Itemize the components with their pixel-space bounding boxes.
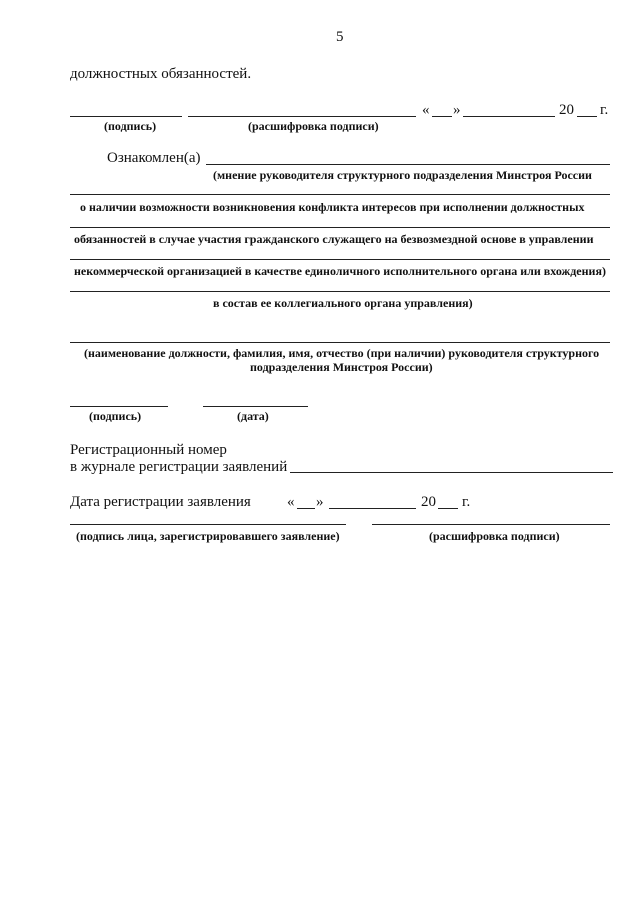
head-date-caption: (дата) bbox=[237, 409, 269, 423]
opinion-caption-line-4: некоммерческой организацией в качестве единоличного исполнительного органа или вхождения) bbox=[74, 264, 606, 278]
opinion-line-2[interactable] bbox=[70, 194, 610, 195]
registration-year-suffix: г. bbox=[462, 494, 471, 510]
decoding-caption: (расшифровка подписи) bbox=[248, 119, 379, 133]
page-number: 5 bbox=[336, 29, 344, 45]
head-signature-line[interactable] bbox=[70, 406, 168, 407]
head-caption-line-1: (наименование должности, фамилия, имя, отчество (при наличии) руководителя структурного bbox=[84, 346, 600, 360]
registration-year-prefix: 20 bbox=[421, 494, 436, 510]
registration-label-line-2: в журнале регистрации заявлений bbox=[70, 459, 288, 475]
opinion-line-3[interactable] bbox=[70, 227, 610, 228]
decoding-line[interactable] bbox=[188, 116, 416, 117]
opinion-line-5[interactable] bbox=[70, 291, 610, 292]
opinion-caption-line-5: в состав ее коллегиального органа управления) bbox=[213, 296, 473, 310]
registration-year-line[interactable] bbox=[438, 508, 458, 509]
registrar-signature-line[interactable] bbox=[70, 524, 346, 525]
registration-number-line[interactable] bbox=[290, 472, 613, 473]
signature-caption: (подпись) bbox=[104, 119, 157, 133]
opinion-line-4[interactable] bbox=[70, 259, 610, 260]
month-line[interactable] bbox=[463, 116, 555, 117]
head-caption-line-2: подразделения Минстроя России) bbox=[250, 360, 433, 374]
head-date-line[interactable] bbox=[203, 406, 308, 407]
registration-date-label: Дата регистрации заявления bbox=[70, 494, 251, 510]
registration-month-line[interactable] bbox=[329, 508, 416, 509]
date-quote-open: « bbox=[422, 102, 430, 118]
acquainted-line[interactable] bbox=[206, 164, 610, 165]
year-suffix: г. bbox=[600, 102, 609, 118]
signature-line[interactable] bbox=[70, 116, 182, 117]
registration-day-line[interactable] bbox=[297, 508, 315, 509]
registrar-decoding-line[interactable] bbox=[372, 524, 610, 525]
registration-label-line-1: Регистрационный номер bbox=[70, 442, 227, 458]
opinion-caption-line-1: (мнение руководителя структурного подразделения Минстроя России bbox=[213, 168, 592, 182]
head-name-line[interactable] bbox=[70, 342, 610, 343]
acquainted-label: Ознакомлен(а) bbox=[107, 150, 201, 166]
head-signature-caption: (подпись) bbox=[89, 409, 142, 423]
opinion-caption-line-3: обязанностей в случае участия гражданского служащего на безвозмездной основе в управлении bbox=[74, 232, 594, 246]
registration-quote-close: » bbox=[316, 494, 324, 510]
registrar-decoding-caption: (расшифровка подписи) bbox=[429, 529, 560, 543]
opinion-caption-line-2: о наличии возможности возникновения конфликта интересов при исполнении должностных bbox=[80, 200, 585, 214]
day-line[interactable] bbox=[432, 116, 452, 117]
registration-quote-open: « bbox=[287, 494, 295, 510]
registrar-signature-caption: (подпись лица, зарегистрировавшего заявление) bbox=[76, 529, 340, 543]
year-line[interactable] bbox=[577, 116, 597, 117]
continuation-text: должностных обязанностей. bbox=[70, 66, 252, 82]
date-quote-close: » bbox=[453, 102, 461, 118]
year-prefix: 20 bbox=[559, 102, 574, 118]
